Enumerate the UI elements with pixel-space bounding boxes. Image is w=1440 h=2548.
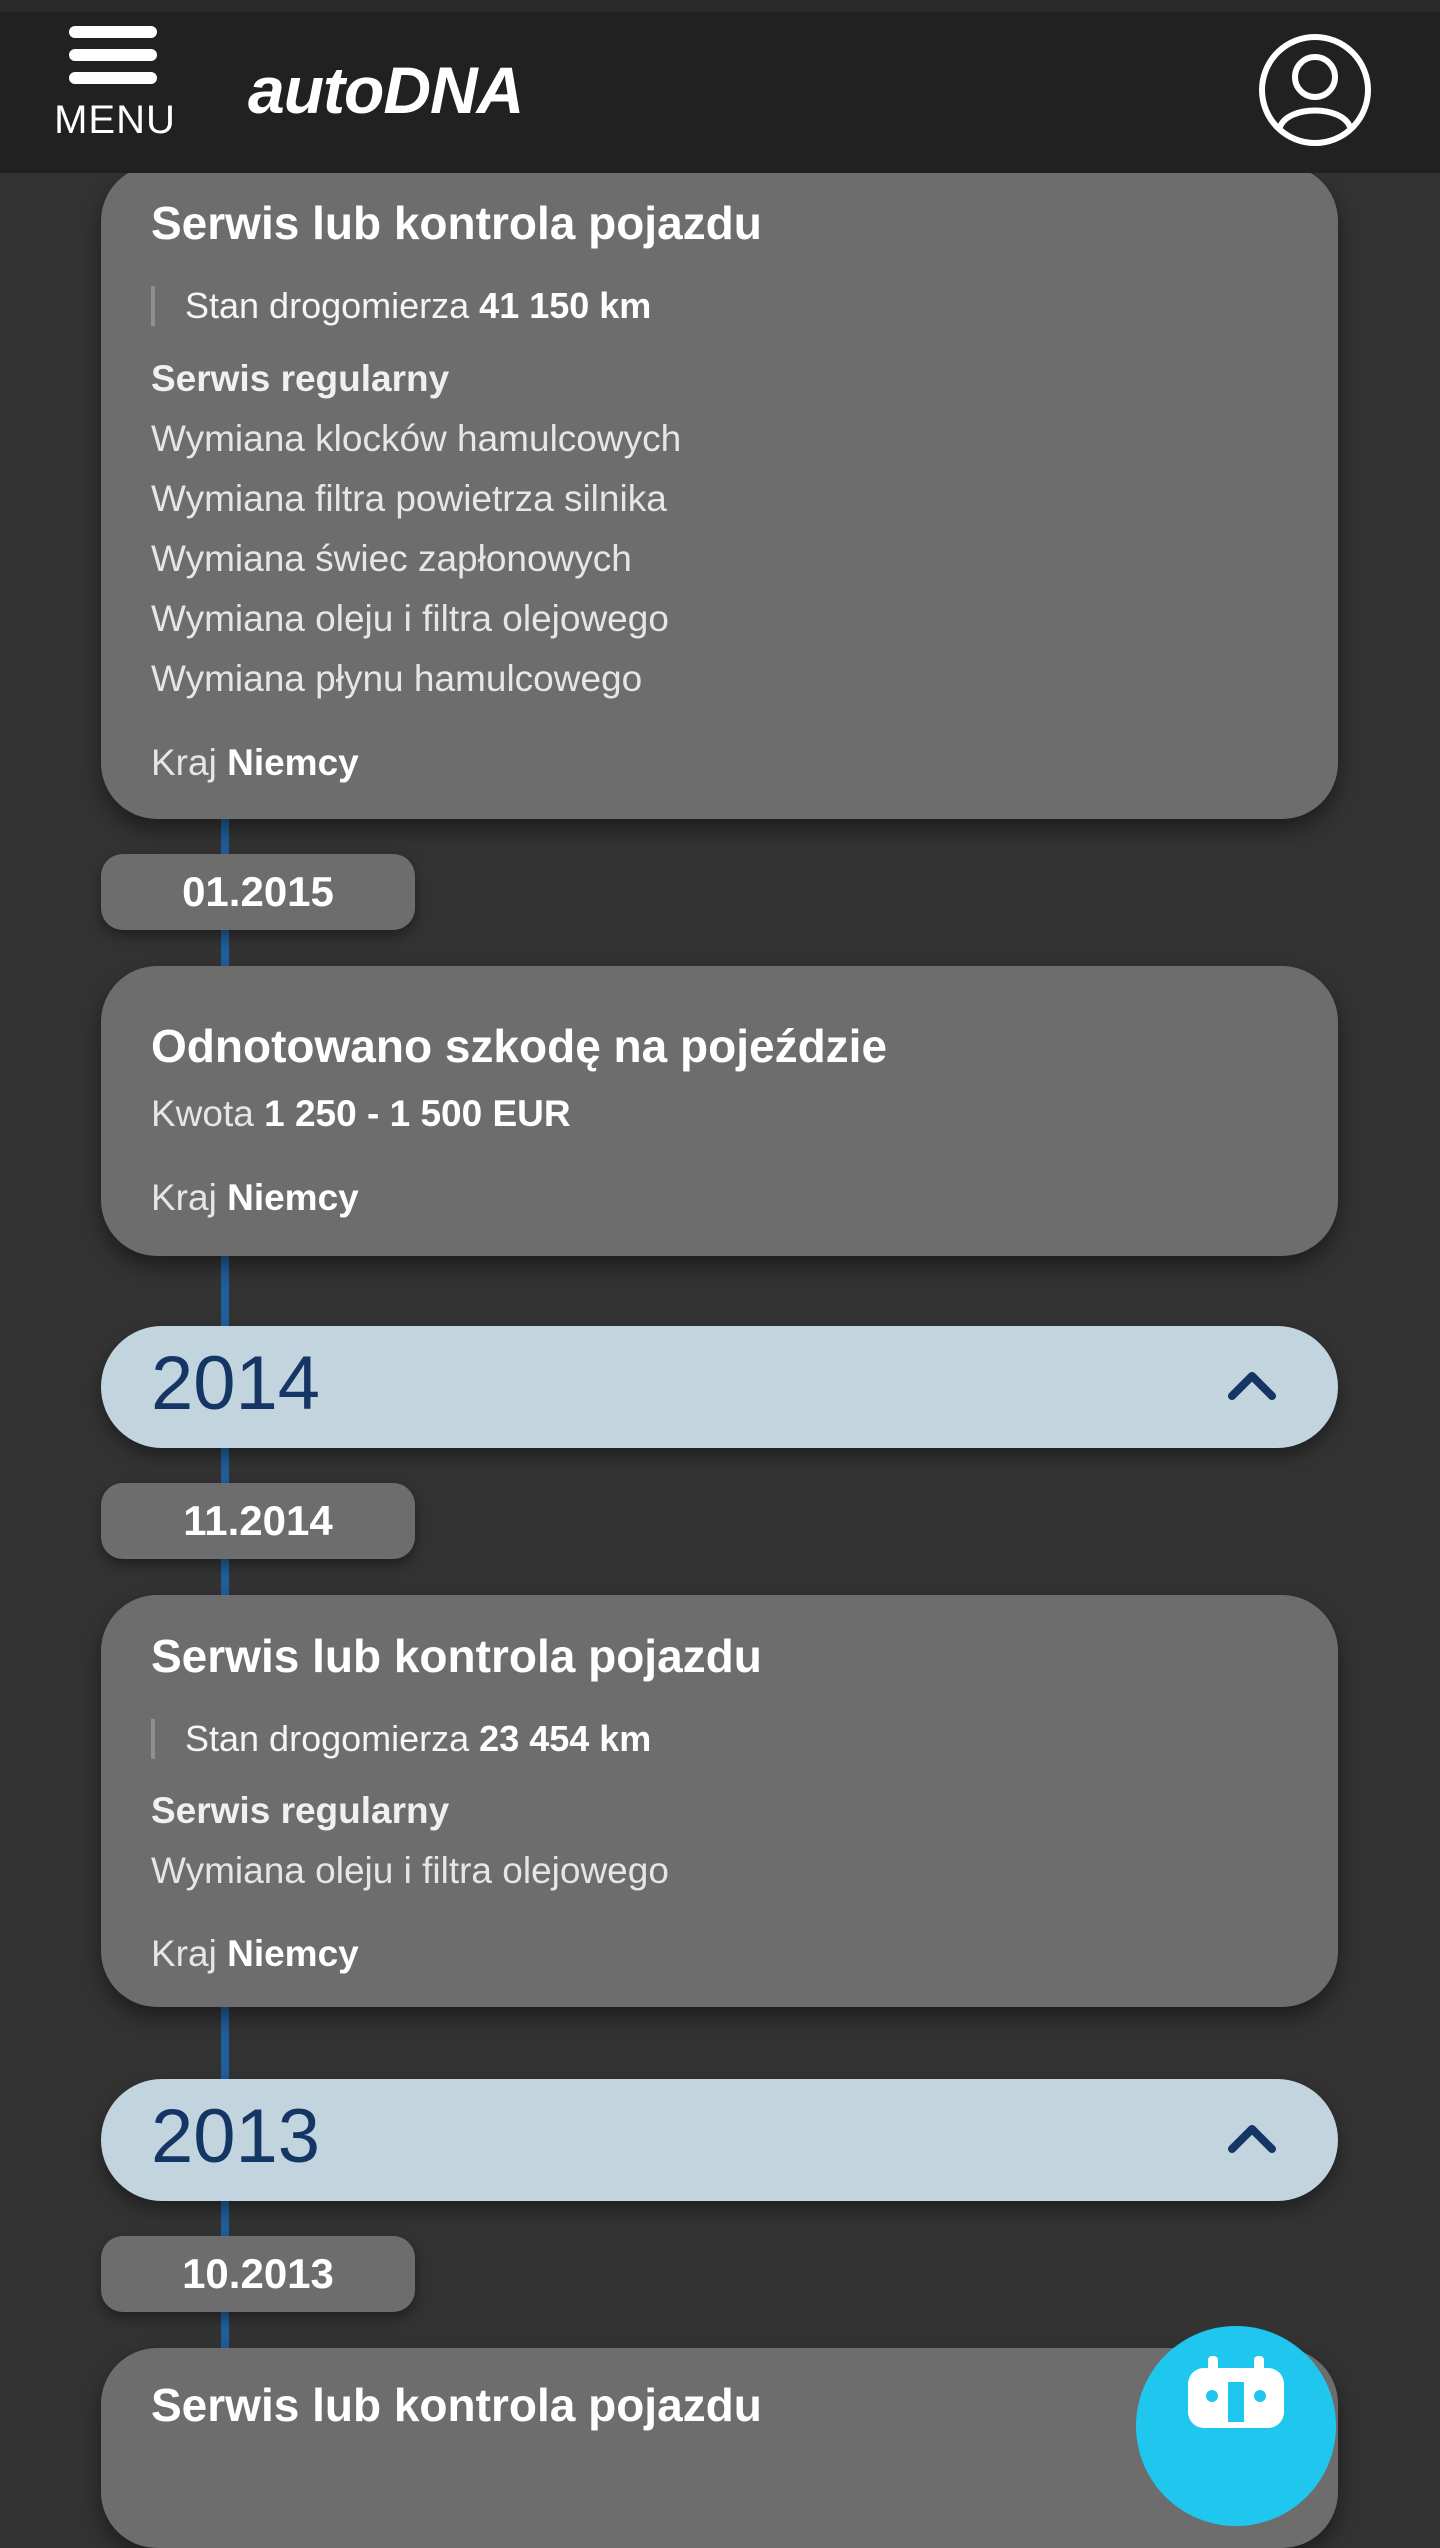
menu-label: MENU	[54, 98, 176, 142]
service-item: Wymiana klocków hamulcowych	[151, 418, 682, 459]
card-title: Serwis lub kontrola pojazdu	[151, 1630, 762, 1682]
country-info	[151, 1933, 359, 1975]
odometer-reading	[151, 285, 651, 327]
service-type: Serwis regularny	[151, 358, 450, 399]
service-type: Serwis regularny	[151, 1790, 450, 1831]
autodna-logo[interactable]: autoDNA	[248, 53, 524, 127]
odometer-label: Stan drogomierza	[185, 1718, 470, 1759]
chevron-up-icon	[1226, 2117, 1278, 2157]
event-card-service[interactable]	[101, 1595, 1338, 2007]
chevron-up-icon	[1226, 1364, 1278, 1404]
event-date: 11.2014	[101, 1483, 415, 1559]
amount-value: 1 250 - 1 500 EUR	[264, 1093, 571, 1134]
chat-bot-icon	[1136, 2326, 1336, 2526]
card-title: Odnotowano szkodę na pojeździe	[151, 1020, 888, 1072]
event-date: 10.2013	[101, 2236, 415, 2312]
country-info	[151, 742, 359, 784]
card-title: Serwis lub kontrola pojazdu	[151, 197, 762, 249]
top-app-bar	[0, 0, 1440, 173]
card-title: Serwis lub kontrola pojazdu	[151, 2379, 762, 2431]
service-item: Wymiana filtra powietrza silnika	[151, 478, 667, 519]
country-info	[151, 1177, 359, 1219]
hamburger-icon	[69, 26, 157, 38]
odometer-label: Stan drogomierza	[185, 285, 470, 326]
country-label: Kraj	[151, 742, 217, 783]
country-value: Niemcy	[227, 1177, 359, 1218]
country-label: Kraj	[151, 1933, 217, 1974]
hamburger-icon	[69, 72, 157, 84]
service-item: Wymiana świec zapłonowych	[151, 538, 632, 579]
amount-label: Kwota	[151, 1093, 254, 1134]
user-account-button[interactable]	[1258, 33, 1372, 147]
year-label: 2013	[151, 2094, 321, 2179]
country-value: Niemcy	[227, 1933, 359, 1974]
event-date: 01.2015	[101, 854, 415, 930]
divider	[151, 1719, 155, 1759]
year-toggle-2013[interactable]	[101, 2079, 1338, 2201]
country-label: Kraj	[151, 1177, 217, 1218]
hamburger-icon	[69, 49, 157, 61]
year-label: 2014	[151, 1341, 321, 1426]
country-value: Niemcy	[227, 742, 359, 783]
menu-button[interactable]	[52, 22, 182, 147]
damage-amount	[151, 1093, 571, 1135]
year-toggle-2014[interactable]	[101, 1326, 1338, 1448]
divider	[151, 286, 155, 326]
odometer-value: 23 454 km	[479, 1718, 652, 1759]
odometer-reading	[151, 1718, 651, 1760]
chat-bot-button[interactable]	[1136, 2326, 1336, 2526]
event-card-service[interactable]	[101, 165, 1338, 819]
status-strip	[0, 0, 1440, 12]
service-item: Wymiana oleju i filtra olejowego	[151, 598, 669, 639]
odometer-value: 41 150 km	[479, 285, 652, 326]
user-circle-icon	[1258, 33, 1372, 147]
event-card-damage[interactable]	[101, 966, 1338, 1256]
service-item: Wymiana płynu hamulcowego	[151, 658, 643, 699]
service-item: Wymiana oleju i filtra olejowego	[151, 1850, 669, 1891]
